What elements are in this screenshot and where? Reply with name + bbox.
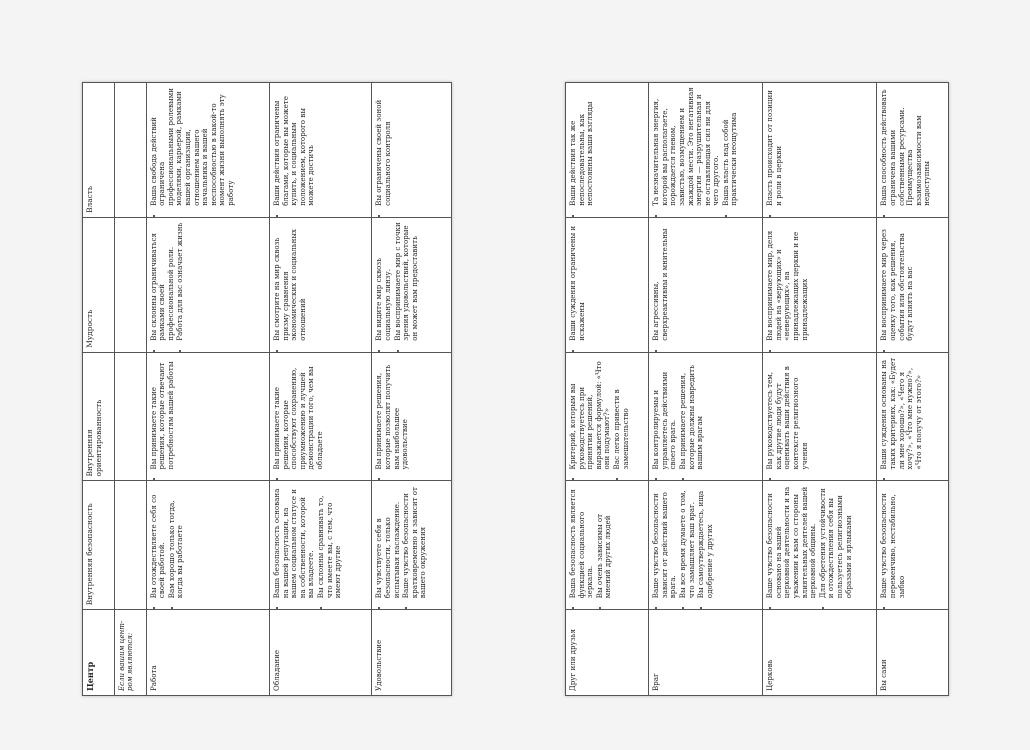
bullet-list: [880, 87, 932, 213]
document-page-right: [565, 82, 949, 696]
table-row: [270, 83, 372, 696]
bullet-list: [652, 222, 669, 348]
bullet-item: • Вы склонны сравнивать то, что имеете вы, с тем, что имеют другие: [317, 485, 343, 598]
bullet-item: • Вы агрессивны, сверхреактивны и мнительны: [652, 222, 669, 341]
cell-orientation: [649, 352, 763, 481]
table-subheader-row: [114, 83, 146, 696]
cell-orientation: [372, 352, 452, 481]
table-row: [763, 83, 877, 696]
cell-wisdom: [877, 217, 949, 352]
bullet-list: [880, 357, 923, 477]
bullet-item: • Ваша власть над собой практически неощутима: [722, 87, 739, 206]
bullet-list: [150, 357, 176, 477]
header-security: Внутренняя безопасность: [83, 481, 115, 610]
bullet-item: • Ваша свобода действий ограничена профессиональными ролевыми моделями, карьерой, рамками вашей организации, отношением вашего начальника и вашей неспособностью в какой-то момент жизни выполнять эту работу: [150, 87, 236, 206]
bullet-item: • Ваши действия так же непоследовательны, как непостоянны ваши взгляды: [569, 87, 595, 206]
header-orientation: Внутренняя ориентированность: [83, 352, 115, 481]
bullet-item: • Ваше чувство безопасности зависит от действий вашего врага.: [652, 485, 678, 598]
bullet-list: [150, 87, 236, 213]
bullet-item: • Вы воспринимаете мир через оценку того, как решения, события или обстоятельства будут влиять на вас: [880, 222, 914, 341]
bullet-list: [652, 357, 705, 477]
bullet-item: • Вы склонны ограничиваться рамками своей профессиональной роли.: [150, 222, 176, 341]
cell-security: [146, 481, 270, 610]
bullet-list: [569, 87, 595, 213]
bullet-item: • Вы руководствуетесь тем, как другие люди будут оценивать ваши действия в контексте религиозного учения: [766, 357, 809, 470]
bullet-item: • Ваше чувство безопасности основано на вашей церковной деятельности и на уважении к вам со стороны влиятельных деятелей вашей церковной общины.: [766, 485, 818, 598]
bullet-item: • Работа для вас означает жизнь: [176, 222, 185, 341]
bullet-item: • Вы отождествляете себя со своей работой.: [150, 485, 167, 598]
bullet-list: [569, 222, 586, 348]
bullet-item: • Вас легко привести в замешательство: [613, 357, 630, 470]
bullet-list: [766, 87, 783, 213]
bullet-list: [273, 87, 316, 213]
bullet-item: • Для обретения устойчивости и отождествления себя вы пользуетесь религиозными образами и ярлыками: [819, 485, 853, 598]
cell-security: [270, 481, 372, 610]
row-center-name: Вы сами: [877, 610, 949, 696]
table-row: [877, 83, 949, 696]
bullet-item: • Ваше чувство безопасности кратковременно и зависит от вашего окружения: [402, 485, 428, 598]
row-center-name: Враг: [649, 610, 763, 696]
row-center-name: Работа: [146, 610, 270, 696]
cell-wisdom: [566, 217, 649, 352]
row-center-name: Обладание: [270, 610, 372, 696]
cell-security: [877, 481, 949, 610]
cell-security: [566, 481, 649, 610]
cell-orientation: [146, 352, 270, 481]
table-row: [649, 83, 763, 696]
cell-power: [146, 83, 270, 218]
row-center-name: Друг или друзья: [566, 610, 649, 696]
bullet-item: • Ваша безопасность является функцией социального зеркала.: [569, 485, 595, 598]
bullet-item: • Вы воспринимаете мир с точки зрения удовольствий, которые он может вам предоставить: [394, 222, 420, 341]
bullet-item: • Вы смотрите на мир сквозь призму сравнения экономических и социальных отношений: [273, 222, 307, 341]
bullet-item: • Ваши суждения ограничены и искажены: [569, 222, 586, 341]
bullet-item: • Ваши действия ограничены благами, которые вы можете купить, и социальным положением, которого вы можете достичь: [273, 87, 316, 206]
bullet-item: • Ваше чувство безопасности переменчиво, нестабильно, зыбко: [880, 485, 906, 598]
left-table-body: [146, 83, 451, 696]
bullet-item: • Вы воспринимаете мир, деля людей на «верующих» и «неверующих», на принадлежащих церкви и не принадлежащих: [766, 222, 809, 341]
bullet-item: • Вы принимаете такие решения, которые отвечают потребностям вашей работы: [150, 357, 176, 470]
row-center-name: Церковь: [763, 610, 877, 696]
bullet-item: • Ваша способность действовать ограничена вашими собственными ресурсами. Преимущества взаимозависимости вам недоступны: [880, 87, 932, 206]
cell-orientation: [566, 352, 649, 481]
bullet-list: [273, 222, 307, 348]
centers-table-part-2: [565, 82, 949, 696]
document-page-left: [82, 82, 452, 696]
cell-security: [763, 481, 877, 610]
bullet-item: • Вы принимаете решения, которые должны навредить вашим врагам: [679, 357, 705, 470]
bullet-item: • Вы чувствуете себя в безопасности, только испытывая наслаждение.: [375, 485, 401, 598]
bullet-list: [569, 357, 630, 477]
cell-wisdom: [270, 217, 372, 352]
table-header-row: [83, 83, 115, 696]
cell-orientation: [270, 352, 372, 481]
bullet-item: • Вы контролируемы и управляетесь действиями своего врага.: [652, 357, 678, 470]
cell-power: [763, 83, 877, 218]
bullet-list: [880, 485, 906, 605]
cell-security: [649, 481, 763, 610]
bullet-list: [150, 222, 185, 348]
bullet-list: [766, 485, 853, 605]
centers-table-part-1: [82, 82, 452, 696]
bullet-item: • Вы самоутверждаетесь, ища одобрение у других: [697, 485, 714, 598]
bullet-list: [150, 485, 185, 605]
bullet-item: • Вы принимаете такие решения, которые способствуют сохранению, приумножению и лучшей демонстрации того, чем вы обладаете: [273, 357, 325, 470]
cell-power: [566, 83, 649, 218]
cell-security: [372, 481, 452, 610]
bullet-item: • Вы очень зависимы от мнений других людей: [596, 485, 613, 598]
bullet-list: [652, 87, 739, 213]
bullet-item: • Вы принимаете решения, которые позволят получить вам наибольшее удовольствие: [375, 357, 409, 470]
cell-power: [270, 83, 372, 218]
bullet-item: • Ваша безопасность основана на вашей репутации, на вашем социальном статусе и на собственности, которой вы владеете.: [273, 485, 316, 598]
rotated-table-wrapper: [82, 82, 452, 696]
bullet-item: • Вы видите мир сквозь социальную линзу.: [375, 222, 392, 341]
bullet-item: • Вы все время думаете о том, что замышляет ваш враг.: [679, 485, 696, 598]
bullet-list: [652, 485, 714, 605]
cell-orientation: [763, 352, 877, 481]
cell-power: [649, 83, 763, 218]
bullet-item: • Вы ограничены своей зоной социального контроля: [375, 87, 392, 206]
bullet-list: [375, 222, 419, 348]
rotated-table-wrapper: [565, 82, 949, 696]
cell-wisdom: [146, 217, 270, 352]
cell-wisdom: [763, 217, 877, 352]
table-row: [566, 83, 649, 696]
bullet-item: • Власть происходит от позиции и роли в церкви: [766, 87, 783, 206]
bullet-item: • Вам хорошо только тогда, когда вы работаете: [168, 485, 185, 598]
bullet-list: [273, 485, 343, 605]
cell-wisdom: [649, 217, 763, 352]
right-table-body: [566, 83, 949, 696]
header-wisdom: Мудрость: [83, 217, 115, 352]
header-center-sub: Если вашим цент-ром являются:: [114, 610, 146, 696]
cell-wisdom: [372, 217, 452, 352]
bullet-list: [273, 357, 325, 477]
cell-orientation: [877, 352, 949, 481]
cell-power: [877, 83, 949, 218]
table-row: [372, 83, 452, 696]
bullet-list: [880, 222, 914, 348]
bullet-item: • Критерий, которым вы руководствуетесь при принятии решений, выражается формулой: «Что они подумают?»: [569, 357, 612, 470]
cell-power: [372, 83, 452, 218]
header-center: Центр: [83, 610, 115, 696]
bullet-list: [766, 222, 809, 348]
bullet-item: • Та незначительная энергия, которой вы располагаете, порождается гневом, завистью, возмущением и жаждой мести. Это негативная энергия — разрушительная и не оставляющая сил ни для чего другого.: [652, 87, 721, 206]
bullet-list: [375, 87, 392, 213]
bullet-list: [375, 485, 428, 605]
row-center-name: Удовольствие: [372, 610, 452, 696]
bullet-list: [375, 357, 409, 477]
bullet-list: [766, 357, 809, 477]
header-power: Власть: [83, 83, 115, 218]
table-row: [146, 83, 270, 696]
bullet-item: • Ваши суждения основаны на таких критериях, как: «Будет ли мне хорошо?», «Чего я хочу?», «Что мне нужно?», «Что я получу от этого?»: [880, 357, 923, 470]
bullet-list: [569, 485, 613, 605]
